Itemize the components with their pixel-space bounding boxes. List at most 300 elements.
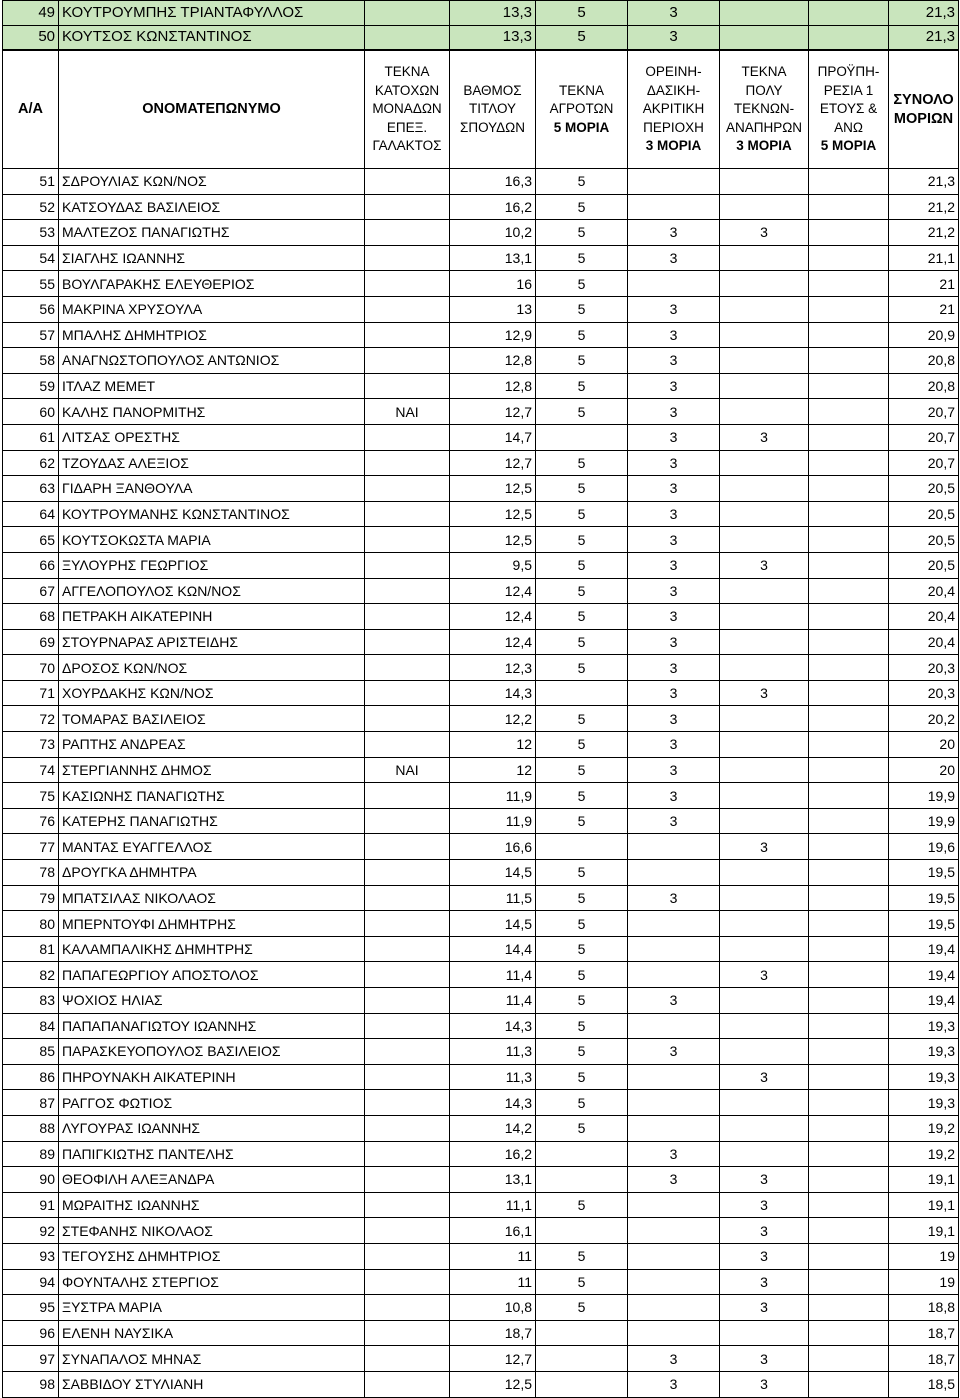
cell-name[interactable]: ΧΟΥΡΔΑΚΗΣ ΚΩΝ/ΝΟΣ: [59, 680, 365, 706]
cell-aa[interactable]: 91: [3, 1192, 59, 1218]
cell-large-family[interactable]: 3: [720, 1064, 809, 1090]
cell-grade[interactable]: 14,7: [450, 424, 536, 450]
cell-name[interactable]: ΚΑΛΗΣ ΠΑΝΟΡΜΙΤΗΣ: [59, 399, 365, 425]
cell-milk[interactable]: [365, 808, 450, 834]
cell-aa[interactable]: 51: [3, 169, 59, 195]
cell-name[interactable]: ΚΟΥΤΡΟΥΜΠΗΣ ΤΡΙΑΝΤΑΦΥΛΛΟΣ: [59, 1, 365, 26]
cell-grade[interactable]: 12: [450, 732, 536, 758]
cell-farmers[interactable]: 5: [536, 911, 628, 937]
cell-large-family[interactable]: [720, 1090, 809, 1116]
header-experience[interactable]: [809, 50, 889, 169]
cell-total[interactable]: 19,1: [889, 1167, 959, 1193]
cell-farmers[interactable]: 5: [536, 245, 628, 271]
cell-large-family[interactable]: 3: [720, 1371, 809, 1397]
cell-milk[interactable]: [365, 25, 450, 50]
cell-large-family[interactable]: [720, 348, 809, 374]
cell-experience[interactable]: [809, 450, 889, 476]
cell-milk[interactable]: [365, 1115, 450, 1141]
cell-mountain[interactable]: [628, 1115, 720, 1141]
cell-large-family[interactable]: [720, 527, 809, 553]
cell-total[interactable]: 18,5: [889, 1371, 959, 1397]
cell-total[interactable]: 19,3: [889, 1064, 959, 1090]
cell-milk[interactable]: [365, 860, 450, 886]
cell-total[interactable]: 20,5: [889, 552, 959, 578]
cell-experience[interactable]: [809, 783, 889, 809]
cell-name[interactable]: ΜΠΑΤΣΙΛΑΣ ΝΙΚΟΛΑΟΣ: [59, 885, 365, 911]
cell-total[interactable]: 21: [889, 296, 959, 322]
cell-farmers[interactable]: 5: [536, 1192, 628, 1218]
cell-large-family[interactable]: 3: [720, 1192, 809, 1218]
cell-large-family[interactable]: [720, 706, 809, 732]
cell-grade[interactable]: 11,9: [450, 808, 536, 834]
cell-mountain[interactable]: [628, 962, 720, 988]
cell-aa[interactable]: 86: [3, 1064, 59, 1090]
cell-experience[interactable]: [809, 1218, 889, 1244]
cell-name[interactable]: ΞΥΣΤΡΑ ΜΑΡΙΑ: [59, 1295, 365, 1321]
cell-name[interactable]: ΣΥΝΑΠΑΛΟΣ ΜΗΝΑΣ: [59, 1346, 365, 1372]
cell-aa[interactable]: 83: [3, 988, 59, 1014]
cell-grade[interactable]: 9,5: [450, 552, 536, 578]
cell-aa[interactable]: 64: [3, 501, 59, 527]
cell-aa[interactable]: 50: [3, 25, 59, 50]
cell-total[interactable]: 19,4: [889, 936, 959, 962]
cell-mountain[interactable]: 3: [628, 476, 720, 502]
cell-total[interactable]: 20,5: [889, 501, 959, 527]
cell-mountain[interactable]: [628, 169, 720, 195]
cell-name[interactable]: ΘΕΟΦΙΛΗ ΑΛΕΞΑΝΔΡΑ: [59, 1167, 365, 1193]
cell-aa[interactable]: 73: [3, 732, 59, 758]
header-name[interactable]: ΟΝΟΜΑΤΕΠΩΝΥΜΟ: [59, 50, 365, 169]
cell-mountain[interactable]: 3: [628, 578, 720, 604]
cell-farmers[interactable]: 5: [536, 348, 628, 374]
cell-milk[interactable]: [365, 348, 450, 374]
cell-aa[interactable]: 81: [3, 936, 59, 962]
cell-milk[interactable]: [365, 629, 450, 655]
cell-name[interactable]: ΚΟΥΤΡΟΥΜΑΝΗΣ ΚΩΝΣΤΑΝΤΙΝΟΣ: [59, 501, 365, 527]
cell-milk[interactable]: [365, 527, 450, 553]
cell-large-family[interactable]: 3: [720, 1295, 809, 1321]
cell-experience[interactable]: [809, 527, 889, 553]
cell-total[interactable]: 19: [889, 1243, 959, 1269]
cell-mountain[interactable]: 3: [628, 399, 720, 425]
cell-milk[interactable]: [365, 885, 450, 911]
cell-name[interactable]: ΜΑΛΤΕΖΟΣ ΠΑΝΑΓΙΩΤΗΣ: [59, 220, 365, 246]
cell-grade[interactable]: 13,1: [450, 245, 536, 271]
cell-milk[interactable]: [365, 424, 450, 450]
cell-grade[interactable]: 14,3: [450, 1090, 536, 1116]
cell-mountain[interactable]: 3: [628, 1, 720, 26]
cell-grade[interactable]: 12,8: [450, 348, 536, 374]
cell-experience[interactable]: [809, 424, 889, 450]
cell-aa[interactable]: 90: [3, 1167, 59, 1193]
cell-total[interactable]: 21,3: [889, 169, 959, 195]
cell-large-family[interactable]: [720, 808, 809, 834]
cell-experience[interactable]: [809, 936, 889, 962]
cell-large-family[interactable]: [720, 936, 809, 962]
cell-name[interactable]: ΡΑΓΓΟΣ ΦΩΤΙΟΣ: [59, 1090, 365, 1116]
cell-mountain[interactable]: [628, 1218, 720, 1244]
cell-milk[interactable]: [365, 1243, 450, 1269]
cell-grade[interactable]: 16,1: [450, 1218, 536, 1244]
cell-experience[interactable]: [809, 1141, 889, 1167]
cell-name[interactable]: ΛΥΓΟΥΡΑΣ ΙΩΑΝΝΗΣ: [59, 1115, 365, 1141]
cell-milk[interactable]: ΝΑΙ: [365, 757, 450, 783]
cell-large-family[interactable]: [720, 629, 809, 655]
cell-grade[interactable]: 12: [450, 757, 536, 783]
cell-experience[interactable]: [809, 578, 889, 604]
cell-total[interactable]: 19,2: [889, 1115, 959, 1141]
cell-experience[interactable]: [809, 501, 889, 527]
cell-grade[interactable]: 12,5: [450, 527, 536, 553]
cell-milk[interactable]: [365, 1218, 450, 1244]
cell-large-family[interactable]: [720, 757, 809, 783]
cell-name[interactable]: ΣΔΡΟΥΛΙΑΣ ΚΩΝ/ΝΟΣ: [59, 169, 365, 195]
cell-mountain[interactable]: 3: [628, 450, 720, 476]
cell-farmers[interactable]: 5: [536, 860, 628, 886]
cell-farmers[interactable]: 5: [536, 373, 628, 399]
cell-experience[interactable]: [809, 1295, 889, 1321]
cell-large-family[interactable]: [720, 501, 809, 527]
cell-experience[interactable]: [809, 988, 889, 1014]
cell-experience[interactable]: [809, 1064, 889, 1090]
cell-farmers[interactable]: 5: [536, 501, 628, 527]
cell-milk[interactable]: [365, 552, 450, 578]
cell-grade[interactable]: 12,5: [450, 476, 536, 502]
cell-name[interactable]: ΜΑΝΤΑΣ ΕΥΑΓΓΕΛΛΟΣ: [59, 834, 365, 860]
cell-large-family[interactable]: 3: [720, 1243, 809, 1269]
cell-aa[interactable]: 94: [3, 1269, 59, 1295]
cell-large-family[interactable]: 3: [720, 552, 809, 578]
cell-farmers[interactable]: 5: [536, 1064, 628, 1090]
header-mountain[interactable]: [628, 50, 720, 169]
cell-milk[interactable]: [365, 1371, 450, 1397]
cell-experience[interactable]: [809, 399, 889, 425]
cell-experience[interactable]: [809, 962, 889, 988]
cell-grade[interactable]: 11,9: [450, 783, 536, 809]
cell-experience[interactable]: [809, 757, 889, 783]
cell-milk[interactable]: [365, 936, 450, 962]
cell-total[interactable]: 20,3: [889, 655, 959, 681]
cell-large-family[interactable]: [720, 578, 809, 604]
cell-aa[interactable]: 59: [3, 373, 59, 399]
cell-mountain[interactable]: 3: [628, 25, 720, 50]
cell-mountain[interactable]: 3: [628, 783, 720, 809]
cell-aa[interactable]: 84: [3, 1013, 59, 1039]
cell-total[interactable]: 20: [889, 757, 959, 783]
cell-grade[interactable]: 16,2: [450, 194, 536, 220]
cell-grade[interactable]: 12,4: [450, 604, 536, 630]
cell-aa[interactable]: 67: [3, 578, 59, 604]
cell-mountain[interactable]: [628, 834, 720, 860]
cell-farmers[interactable]: 5: [536, 169, 628, 195]
cell-aa[interactable]: 75: [3, 783, 59, 809]
cell-grade[interactable]: 18,7: [450, 1320, 536, 1346]
cell-farmers[interactable]: 5: [536, 962, 628, 988]
cell-grade[interactable]: 16,6: [450, 834, 536, 860]
cell-grade[interactable]: 10,8: [450, 1295, 536, 1321]
cell-name[interactable]: ΚΟΥΤΣΟΣ ΚΩΝΣΤΑΝΤΙΝΟΣ: [59, 25, 365, 50]
cell-large-family[interactable]: 3: [720, 424, 809, 450]
cell-grade[interactable]: 13: [450, 296, 536, 322]
cell-milk[interactable]: [365, 1013, 450, 1039]
cell-total[interactable]: 19,5: [889, 911, 959, 937]
cell-name[interactable]: ΒΟΥΛΓΑΡΑΚΗΣ ΕΛΕΥΘΕΡΙΟΣ: [59, 271, 365, 297]
cell-milk[interactable]: [365, 501, 450, 527]
cell-total[interactable]: 20,5: [889, 476, 959, 502]
cell-experience[interactable]: [809, 552, 889, 578]
cell-aa[interactable]: 56: [3, 296, 59, 322]
cell-total[interactable]: 19,3: [889, 1090, 959, 1116]
cell-milk[interactable]: [365, 1269, 450, 1295]
cell-total[interactable]: 19,4: [889, 962, 959, 988]
cell-farmers[interactable]: 5: [536, 296, 628, 322]
cell-aa[interactable]: 53: [3, 220, 59, 246]
cell-mountain[interactable]: 3: [628, 373, 720, 399]
cell-aa[interactable]: 85: [3, 1039, 59, 1065]
cell-farmers[interactable]: [536, 834, 628, 860]
cell-name[interactable]: ΣΤΕΦΑΝΗΣ ΝΙΚΟΛΑΟΣ: [59, 1218, 365, 1244]
cell-milk[interactable]: ΝΑΙ: [365, 399, 450, 425]
cell-name[interactable]: ΜΩΡΑΙΤΗΣ ΙΩΑΝΝΗΣ: [59, 1192, 365, 1218]
cell-name[interactable]: ΠΗΡΟΥΝΑΚΗ ΑΙΚΑΤΕΡΙΝΗ: [59, 1064, 365, 1090]
cell-milk[interactable]: [365, 680, 450, 706]
cell-grade[interactable]: 12,8: [450, 373, 536, 399]
cell-milk[interactable]: [365, 655, 450, 681]
cell-grade[interactable]: 12,3: [450, 655, 536, 681]
cell-grade[interactable]: 12,4: [450, 578, 536, 604]
cell-mountain[interactable]: 3: [628, 348, 720, 374]
cell-mountain[interactable]: 3: [628, 629, 720, 655]
cell-experience[interactable]: [809, 808, 889, 834]
cell-total[interactable]: 21,3: [889, 25, 959, 50]
cell-milk[interactable]: [365, 1295, 450, 1321]
cell-name[interactable]: ΤΟΜΑΡΑΣ ΒΑΣΙΛΕΙΟΣ: [59, 706, 365, 732]
cell-farmers[interactable]: 5: [536, 706, 628, 732]
cell-aa[interactable]: 77: [3, 834, 59, 860]
cell-milk[interactable]: [365, 169, 450, 195]
cell-aa[interactable]: 62: [3, 450, 59, 476]
cell-farmers[interactable]: 5: [536, 757, 628, 783]
cell-total[interactable]: 21,2: [889, 194, 959, 220]
cell-farmers[interactable]: 5: [536, 527, 628, 553]
cell-mountain[interactable]: 3: [628, 732, 720, 758]
cell-milk[interactable]: [365, 1192, 450, 1218]
cell-aa[interactable]: 88: [3, 1115, 59, 1141]
header-milk[interactable]: ΤΕΚΝΑ ΚΑΤΟΧΩΝ ΜΟΝΑΔΩΝ ΕΠΕΞ. ΓΑΛΑΚΤΟΣ: [365, 50, 450, 169]
cell-milk[interactable]: [365, 1064, 450, 1090]
cell-aa[interactable]: 66: [3, 552, 59, 578]
cell-grade[interactable]: 11,3: [450, 1039, 536, 1065]
cell-name[interactable]: ΠΕΤΡΑΚΗ ΑΙΚΑΤΕΡΙΝΗ: [59, 604, 365, 630]
cell-experience[interactable]: [809, 1167, 889, 1193]
cell-large-family[interactable]: 3: [720, 1218, 809, 1244]
header-grade[interactable]: ΒΑΘΜΟΣ ΤΙΤΛΟΥ ΣΠΟΥΔΩΝ: [450, 50, 536, 169]
cell-mountain[interactable]: 3: [628, 501, 720, 527]
cell-farmers[interactable]: [536, 1320, 628, 1346]
cell-milk[interactable]: [365, 1141, 450, 1167]
cell-name[interactable]: ΠΑΠΑΠΑΝΑΓΙΩΤΟΥ ΙΩΑΝΝΗΣ: [59, 1013, 365, 1039]
cell-experience[interactable]: [809, 373, 889, 399]
cell-large-family[interactable]: [720, 194, 809, 220]
cell-total[interactable]: 20,4: [889, 629, 959, 655]
cell-large-family[interactable]: [720, 860, 809, 886]
cell-milk[interactable]: [365, 245, 450, 271]
cell-large-family[interactable]: [720, 476, 809, 502]
cell-farmers[interactable]: 5: [536, 476, 628, 502]
cell-name[interactable]: ΙΤΛΑΖ ΜΕΜΕΤ: [59, 373, 365, 399]
cell-large-family[interactable]: [720, 245, 809, 271]
cell-farmers[interactable]: 5: [536, 604, 628, 630]
cell-total[interactable]: 20,4: [889, 604, 959, 630]
cell-mountain[interactable]: [628, 1243, 720, 1269]
cell-total[interactable]: 19,4: [889, 988, 959, 1014]
cell-total[interactable]: 19,2: [889, 1141, 959, 1167]
cell-farmers[interactable]: 5: [536, 1090, 628, 1116]
cell-large-family[interactable]: 3: [720, 1269, 809, 1295]
cell-mountain[interactable]: 3: [628, 757, 720, 783]
cell-farmers[interactable]: 5: [536, 450, 628, 476]
cell-aa[interactable]: 57: [3, 322, 59, 348]
cell-mountain[interactable]: 3: [628, 296, 720, 322]
cell-experience[interactable]: [809, 1371, 889, 1397]
cell-name[interactable]: ΜΠΕΡΝΤΟΥΦΙ ΔΗΜΗΤΡΗΣ: [59, 911, 365, 937]
cell-milk[interactable]: [365, 911, 450, 937]
cell-name[interactable]: ΚΑΣΙΩΝΗΣ ΠΑΝΑΓΙΩΤΗΣ: [59, 783, 365, 809]
cell-grade[interactable]: 14,4: [450, 936, 536, 962]
cell-farmers[interactable]: 5: [536, 399, 628, 425]
cell-aa[interactable]: 72: [3, 706, 59, 732]
cell-experience[interactable]: [809, 1, 889, 26]
cell-grade[interactable]: 12,7: [450, 399, 536, 425]
cell-total[interactable]: 20,7: [889, 450, 959, 476]
cell-mountain[interactable]: [628, 1320, 720, 1346]
cell-mountain[interactable]: [628, 1090, 720, 1116]
cell-name[interactable]: ΑΝΑΓΝΩΣΤΟΠΟΥΛΟΣ ΑΝΤΩΝΙΟΣ: [59, 348, 365, 374]
cell-grade[interactable]: 12,9: [450, 322, 536, 348]
cell-mountain[interactable]: [628, 1192, 720, 1218]
cell-milk[interactable]: [365, 194, 450, 220]
cell-grade[interactable]: 11,4: [450, 988, 536, 1014]
cell-grade[interactable]: 16: [450, 271, 536, 297]
cell-grade[interactable]: 16,2: [450, 1141, 536, 1167]
cell-milk[interactable]: [365, 578, 450, 604]
cell-milk[interactable]: [365, 322, 450, 348]
cell-farmers[interactable]: [536, 1346, 628, 1372]
cell-aa[interactable]: 70: [3, 655, 59, 681]
cell-total[interactable]: 20,3: [889, 680, 959, 706]
cell-mountain[interactable]: [628, 194, 720, 220]
cell-total[interactable]: 19: [889, 1269, 959, 1295]
cell-farmers[interactable]: 5: [536, 629, 628, 655]
cell-aa[interactable]: 82: [3, 962, 59, 988]
cell-large-family[interactable]: [720, 1320, 809, 1346]
cell-grade[interactable]: 16,3: [450, 169, 536, 195]
cell-grade[interactable]: 12,4: [450, 629, 536, 655]
cell-aa[interactable]: 89: [3, 1141, 59, 1167]
cell-mountain[interactable]: 3: [628, 1039, 720, 1065]
cell-milk[interactable]: [365, 1039, 450, 1065]
cell-total[interactable]: 19,5: [889, 885, 959, 911]
cell-large-family[interactable]: [720, 911, 809, 937]
cell-farmers[interactable]: 5: [536, 885, 628, 911]
cell-total[interactable]: 21,1: [889, 245, 959, 271]
cell-milk[interactable]: [365, 271, 450, 297]
cell-milk[interactable]: [365, 1346, 450, 1372]
cell-name[interactable]: ΤΕΓΟΥΣΗΣ ΔΗΜΗΤΡΙΟΣ: [59, 1243, 365, 1269]
cell-name[interactable]: ΚΑΤΕΡΗΣ ΠΑΝΑΓΙΩΤΗΣ: [59, 808, 365, 834]
cell-aa[interactable]: 92: [3, 1218, 59, 1244]
cell-mountain[interactable]: 3: [628, 988, 720, 1014]
cell-grade[interactable]: 11: [450, 1269, 536, 1295]
cell-name[interactable]: ΦΟΥΝΤΑΛΗΣ ΣΤΕΡΓΙΟΣ: [59, 1269, 365, 1295]
cell-large-family[interactable]: [720, 322, 809, 348]
cell-aa[interactable]: 68: [3, 604, 59, 630]
header-total[interactable]: ΣΥΝΟΛΟ ΜΟΡΙΩΝ: [889, 50, 959, 169]
cell-grade[interactable]: 13,1: [450, 1167, 536, 1193]
cell-aa[interactable]: 96: [3, 1320, 59, 1346]
cell-aa[interactable]: 65: [3, 527, 59, 553]
cell-mountain[interactable]: 3: [628, 680, 720, 706]
cell-experience[interactable]: [809, 296, 889, 322]
cell-name[interactable]: ΞΥΛΟΥΡΗΣ ΓΕΩΡΓΙΟΣ: [59, 552, 365, 578]
cell-total[interactable]: 18,7: [889, 1320, 959, 1346]
cell-milk[interactable]: [365, 732, 450, 758]
cell-total[interactable]: 19,9: [889, 808, 959, 834]
cell-farmers[interactable]: 5: [536, 194, 628, 220]
cell-name[interactable]: ΑΓΓΕΛΟΠΟΥΛΟΣ ΚΩΝ/ΝΟΣ: [59, 578, 365, 604]
cell-aa[interactable]: 76: [3, 808, 59, 834]
cell-name[interactable]: ΜΠΑΛΗΣ ΔΗΜΗΤΡΙΟΣ: [59, 322, 365, 348]
cell-name[interactable]: ΔΡΟΥΓΚΑ ΔΗΜΗΤΡΑ: [59, 860, 365, 886]
cell-aa[interactable]: 97: [3, 1346, 59, 1372]
cell-mountain[interactable]: 3: [628, 1141, 720, 1167]
cell-large-family[interactable]: [720, 271, 809, 297]
cell-farmers[interactable]: [536, 1218, 628, 1244]
cell-grade[interactable]: 13,3: [450, 1, 536, 26]
cell-grade[interactable]: 10,2: [450, 220, 536, 246]
cell-mountain[interactable]: [628, 911, 720, 937]
cell-large-family[interactable]: 3: [720, 1346, 809, 1372]
cell-large-family[interactable]: [720, 399, 809, 425]
cell-aa[interactable]: 95: [3, 1295, 59, 1321]
cell-large-family[interactable]: [720, 1, 809, 26]
cell-total[interactable]: 19,1: [889, 1192, 959, 1218]
cell-name[interactable]: ΣΤΟΥΡΝΑΡΑΣ ΑΡΙΣΤΕΙΔΗΣ: [59, 629, 365, 655]
cell-mountain[interactable]: [628, 1013, 720, 1039]
cell-mountain[interactable]: 3: [628, 808, 720, 834]
cell-mountain[interactable]: 3: [628, 604, 720, 630]
cell-grade[interactable]: 13,3: [450, 25, 536, 50]
cell-aa[interactable]: 63: [3, 476, 59, 502]
header-large-family[interactable]: [720, 50, 809, 169]
cell-large-family[interactable]: [720, 169, 809, 195]
cell-farmers[interactable]: [536, 680, 628, 706]
cell-grade[interactable]: 11,5: [450, 885, 536, 911]
cell-total[interactable]: 19,6: [889, 834, 959, 860]
cell-farmers[interactable]: 5: [536, 1039, 628, 1065]
cell-milk[interactable]: [365, 476, 450, 502]
cell-mountain[interactable]: [628, 1295, 720, 1321]
cell-total[interactable]: 18,8: [889, 1295, 959, 1321]
cell-grade[interactable]: 12,7: [450, 1346, 536, 1372]
cell-milk[interactable]: [365, 706, 450, 732]
cell-farmers[interactable]: 5: [536, 1, 628, 26]
cell-mountain[interactable]: 3: [628, 1371, 720, 1397]
cell-total[interactable]: 20,7: [889, 424, 959, 450]
cell-milk[interactable]: [365, 988, 450, 1014]
cell-grade[interactable]: 11,1: [450, 1192, 536, 1218]
cell-milk[interactable]: [365, 1320, 450, 1346]
